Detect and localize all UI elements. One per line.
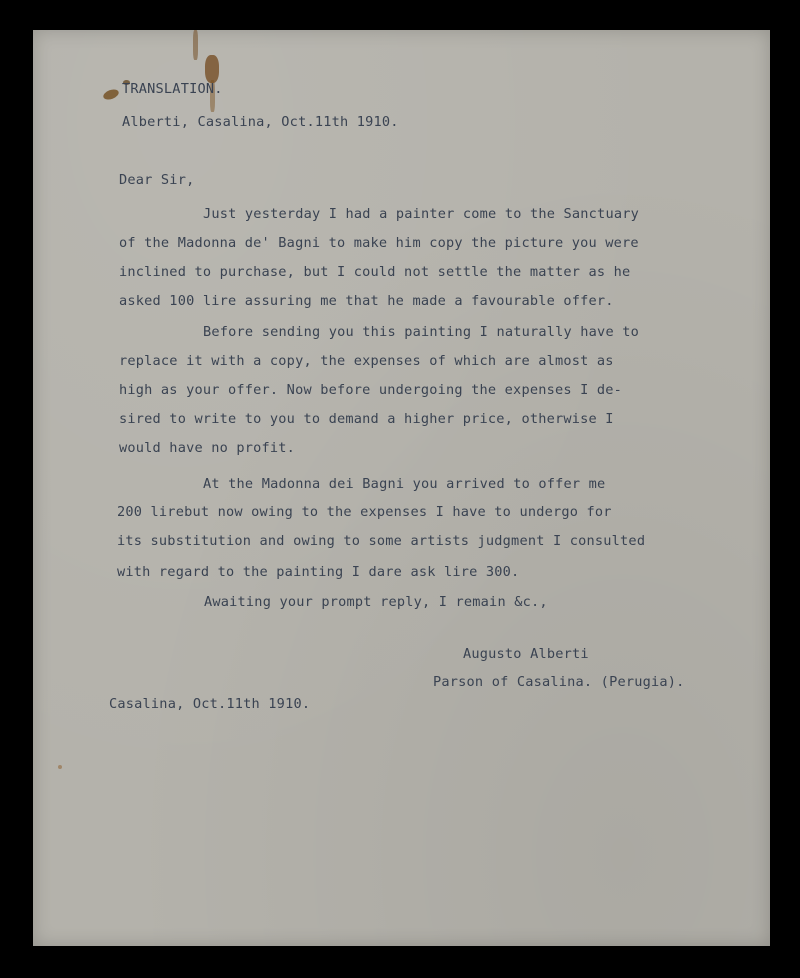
body-line: its substitution and owing to some artists judgment I consulted — [117, 533, 646, 549]
body-line: asked 100 lire assuring me that he made a favourable offer. — [119, 293, 614, 309]
body-line: would have no profit. — [119, 440, 296, 456]
body-line: inclined to purchase, but I could not settle the matter as he — [119, 264, 631, 280]
body-line: Just yesterday I had a painter come to the Sanctuary — [203, 206, 639, 222]
signature-name: Augusto Alberti — [463, 646, 589, 662]
letter-place-date: Alberti, Casalina, Oct.11th 1910. — [122, 114, 399, 130]
body-line: replace it with a copy, the expenses of which are almost as — [119, 353, 614, 369]
body-line: Awaiting your prompt reply, I remain &c., — [204, 594, 548, 610]
signature-title: Parson of Casalina. (Perugia). — [433, 674, 685, 690]
letter-heading: TRANSLATION. — [122, 81, 223, 97]
dirt-speck — [58, 765, 62, 769]
body-line: 200 lirebut now owing to the expenses I have to undergo for — [117, 504, 612, 520]
body-line: Before sending you this painting I naturally have to — [203, 324, 639, 340]
footer-place-date: Casalina, Oct.11th 1910. — [109, 696, 311, 712]
body-line: high as your offer. Now before undergoing the expenses I de- — [119, 382, 623, 398]
rust-stain-top — [205, 55, 219, 83]
body-line: of the Madonna de' Bagni to make him copy the picture you were — [119, 235, 639, 251]
rust-stain-edge — [193, 30, 198, 60]
ink-stain-left — [102, 88, 120, 102]
letter-page — [33, 30, 770, 946]
body-line: with regard to the painting I dare ask lire 300. — [117, 564, 520, 580]
letter-salutation: Dear Sir, — [119, 172, 195, 188]
body-line: At the Madonna dei Bagni you arrived to offer me — [203, 476, 606, 492]
body-line: sired to write to you to demand a higher price, otherwise I — [119, 411, 614, 427]
